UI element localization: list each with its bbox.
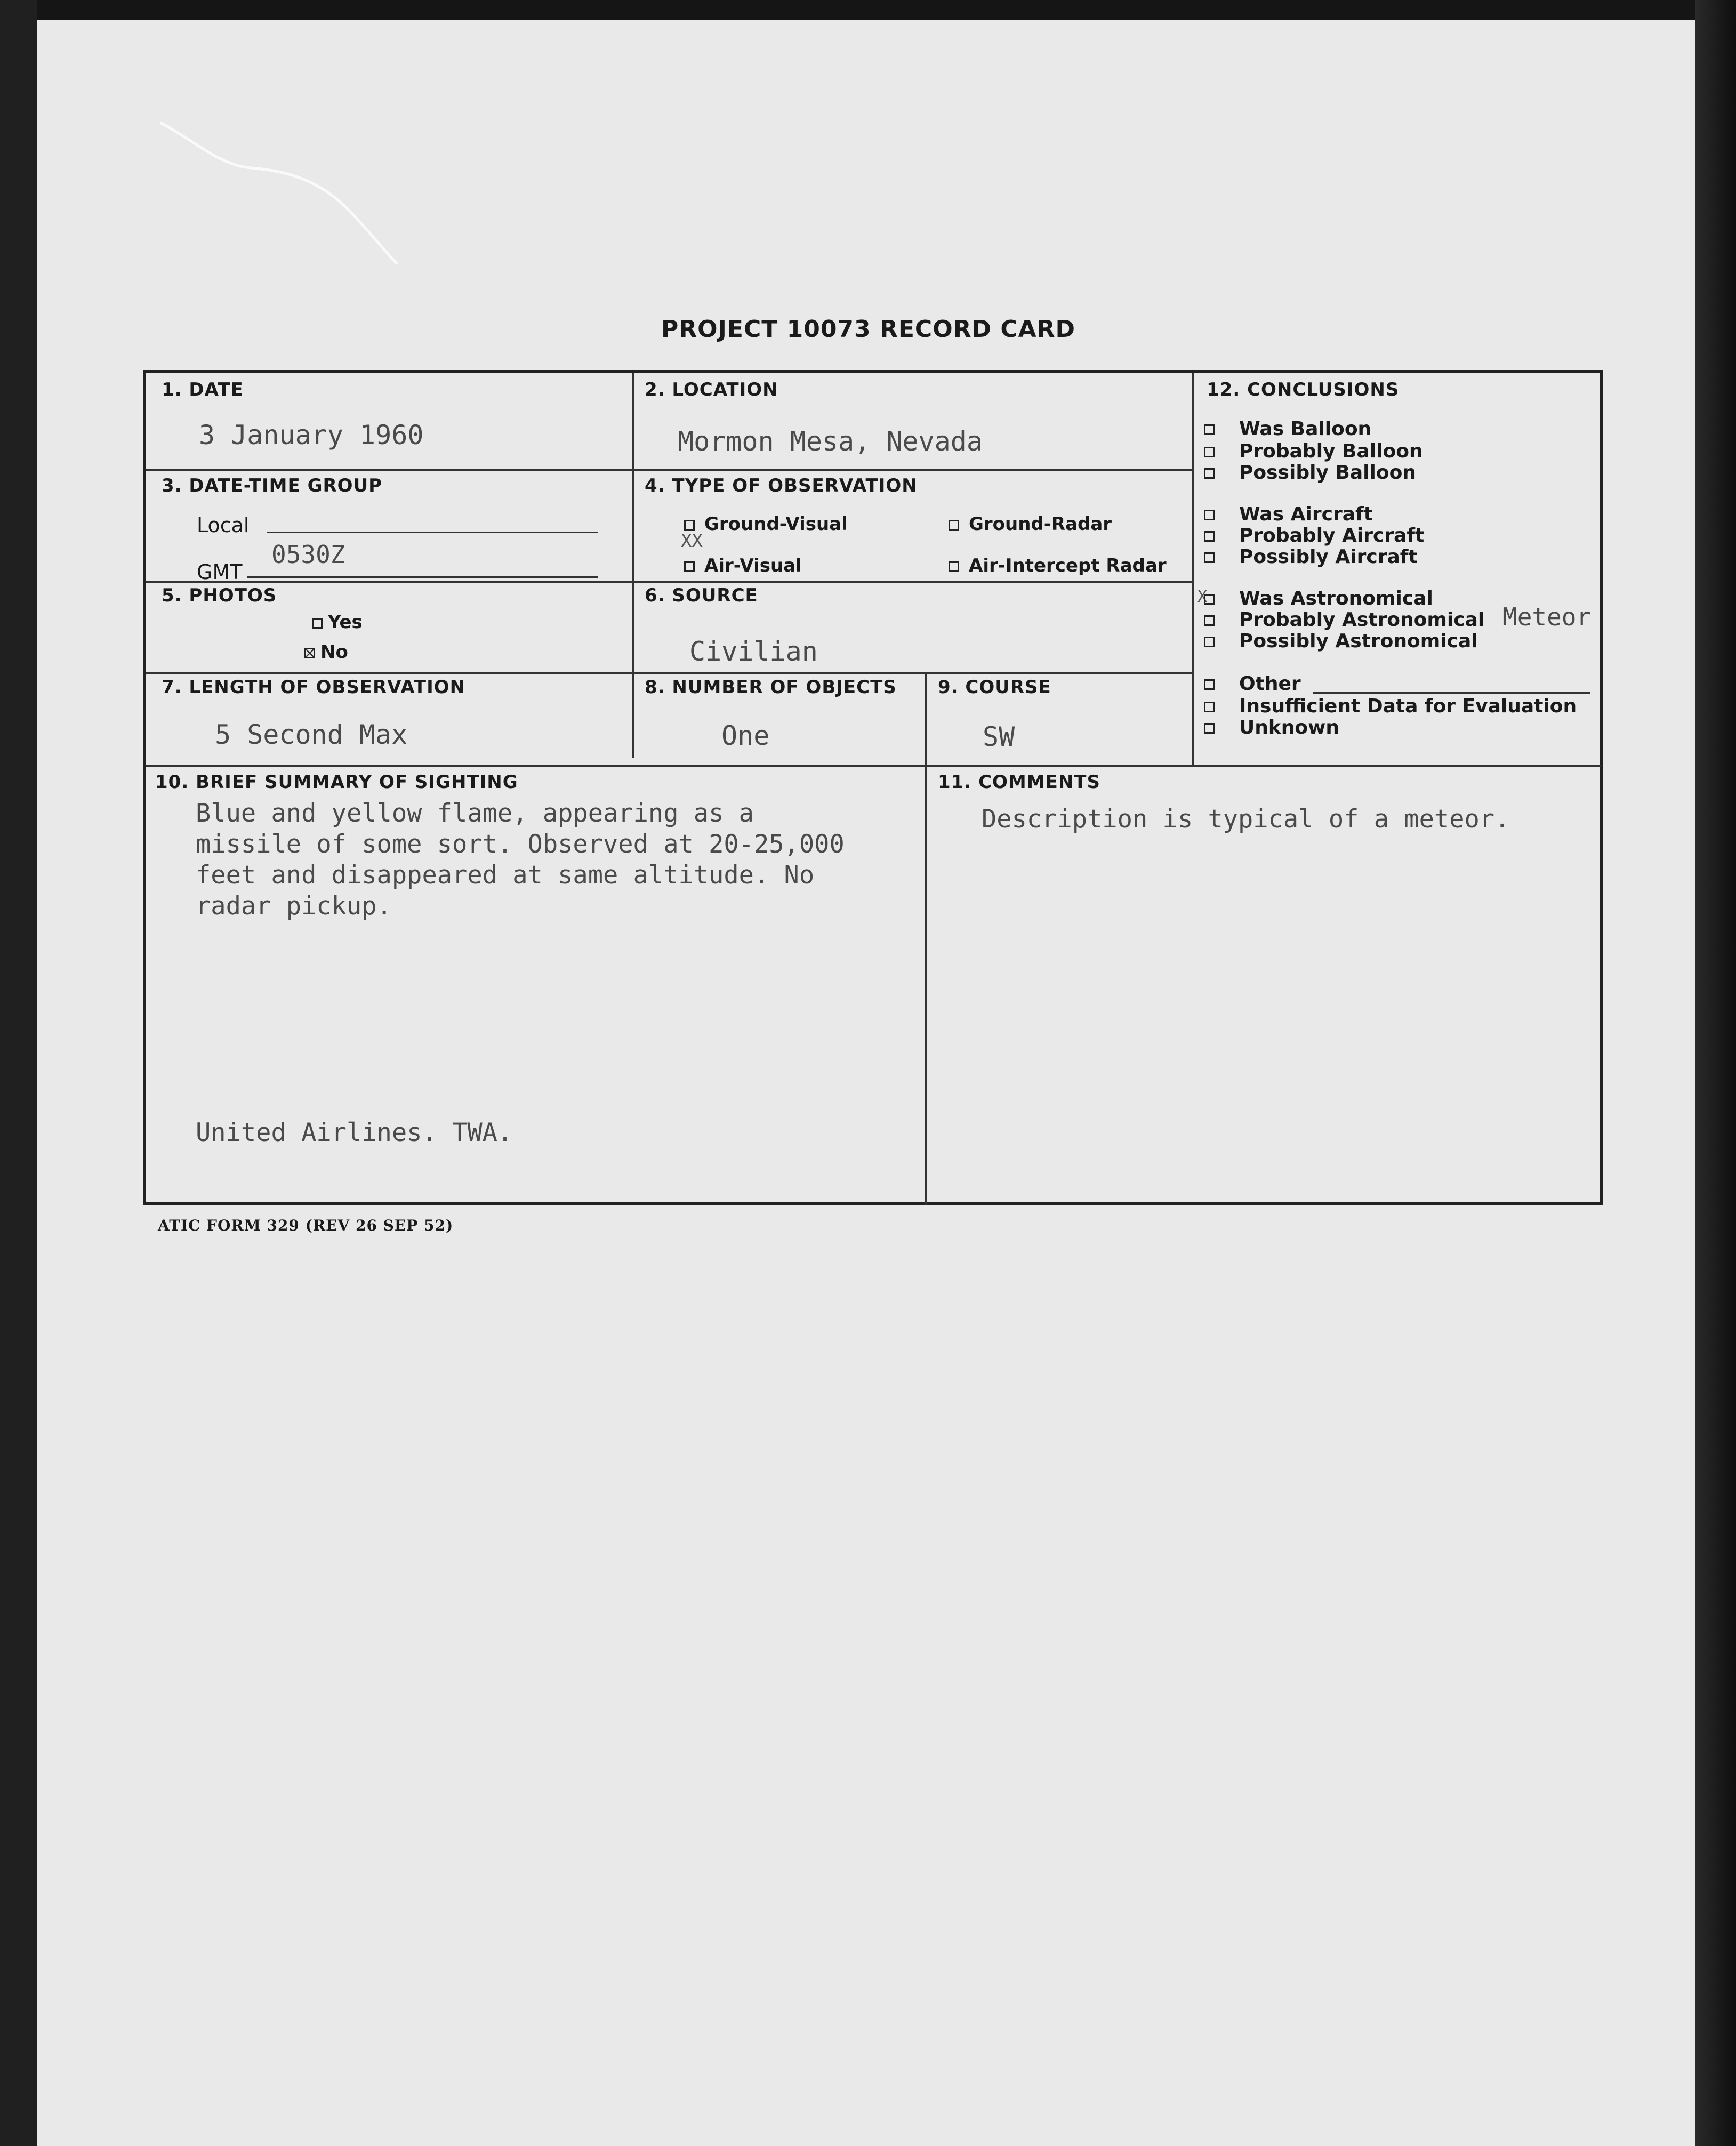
astronomical-note: Meteor — [1502, 602, 1592, 631]
date-time-group-label: 3. DATE-TIME GROUP — [162, 475, 383, 496]
checkbox — [1204, 468, 1215, 479]
conclusion-probably-aircraft: Probably Aircraft — [1204, 525, 1424, 546]
scan-border-top — [0, 0, 1736, 20]
observation-type-label: 4. TYPE OF OBSERVATION — [645, 475, 918, 496]
checkbox — [1204, 679, 1215, 690]
checkbox — [1204, 447, 1215, 457]
conclusion-other: Other — [1204, 673, 1301, 695]
air-visual-option: Air-Visual — [684, 555, 802, 576]
conclusion-was-astronomical: Was Astronomical — [1204, 588, 1433, 609]
divider — [146, 581, 1192, 583]
checkbox-checked — [304, 648, 315, 658]
comments-value: Description is typical of a meteor. — [982, 805, 1510, 834]
conclusion-possibly-astronomical: Possibly Astronomical — [1204, 630, 1478, 652]
photos-yes-option: Yes — [312, 612, 363, 633]
checkbox — [1204, 552, 1215, 563]
course-label: 9. COURSE — [938, 677, 1051, 698]
other-field-line — [1313, 692, 1590, 694]
gmt-field-line — [247, 576, 598, 578]
divider — [146, 672, 1192, 674]
checkbox — [1204, 723, 1215, 734]
objects-value: One — [721, 720, 770, 751]
course-value: SW — [983, 721, 1015, 752]
conclusions-label: 12. CONCLUSIONS — [1207, 379, 1400, 400]
gmt-value: 0530Z — [271, 540, 345, 569]
objects-label: 8. NUMBER OF OBJECTS — [645, 677, 897, 698]
source-value: Civilian — [689, 636, 818, 667]
location-value: Mormon Mesa, Nevada — [678, 426, 983, 457]
conclusion-unknown: Unknown — [1204, 717, 1339, 738]
checkbox — [312, 618, 323, 629]
checkbox — [684, 561, 695, 572]
scratch-mark — [160, 117, 405, 267]
photos-label: 5. PHOTOS — [162, 585, 277, 606]
length-label: 7. LENGTH OF OBSERVATION — [162, 677, 466, 698]
checkbox — [1204, 424, 1215, 435]
length-value: 5 Second Max — [215, 719, 408, 750]
source-label: 6. SOURCE — [645, 585, 758, 606]
summary-text: Blue and yellow flame, appearing as a missile of some sort. Observed at 20-25,000 feet and disappeared at same altitude. No radar pickup. — [196, 799, 845, 921]
local-field-line — [267, 532, 598, 533]
checkbox — [1204, 594, 1215, 605]
astronomical-check-mark: X — [1197, 588, 1208, 606]
location-label: 2. LOCATION — [645, 379, 778, 400]
conclusion-probably-astronomical: Probably Astronomical — [1204, 609, 1484, 631]
air-intercept-radar-option: Air-Intercept Radar — [949, 555, 1167, 576]
ground-radar-option: Ground-Radar — [949, 513, 1112, 535]
divider — [925, 672, 927, 1205]
local-label: Local — [197, 513, 250, 537]
date-label: 1. DATE — [162, 379, 244, 400]
conclusion-possibly-balloon: Possibly Balloon — [1204, 462, 1416, 484]
air-visual-mark: XX — [681, 531, 703, 552]
divider — [1192, 373, 1194, 765]
comments-label: 11. COMMENTS — [938, 771, 1100, 793]
conclusion-probably-balloon: Probably Balloon — [1204, 440, 1423, 462]
checkbox — [1204, 510, 1215, 520]
checkbox — [684, 520, 695, 531]
checkbox — [1204, 702, 1215, 712]
checkbox-checked — [1204, 615, 1215, 626]
divider — [146, 469, 1192, 471]
divider — [632, 373, 634, 758]
card-title: PROJECT 10073 RECORD CARD — [661, 316, 1076, 343]
ground-visual-option: Ground-Visual — [684, 513, 848, 535]
scan-border-right — [1695, 0, 1736, 2146]
gmt-label: GMT — [197, 560, 243, 584]
checkbox — [949, 520, 959, 531]
checkbox — [1204, 637, 1215, 647]
date-value: 3 January 1960 — [199, 420, 424, 451]
scan-border-left — [0, 0, 37, 2146]
conclusion-was-aircraft: Was Aircraft — [1204, 503, 1373, 525]
summary-footer: United Airlines. TWA. — [196, 1118, 513, 1147]
photos-no-option: No — [304, 641, 348, 663]
summary-label: 10. BRIEF SUMMARY OF SIGHTING — [155, 771, 518, 793]
form-id: ATIC FORM 329 (REV 26 SEP 52) — [158, 1217, 454, 1234]
checkbox — [949, 561, 959, 572]
conclusion-insufficient-data: Insufficient Data for Evaluation — [1204, 695, 1577, 717]
conclusion-was-balloon: Was Balloon — [1204, 418, 1371, 440]
record-card — [143, 370, 1603, 1205]
checkbox — [1204, 531, 1215, 542]
divider — [146, 765, 1601, 767]
conclusion-possibly-aircraft: Possibly Aircraft — [1204, 546, 1418, 568]
